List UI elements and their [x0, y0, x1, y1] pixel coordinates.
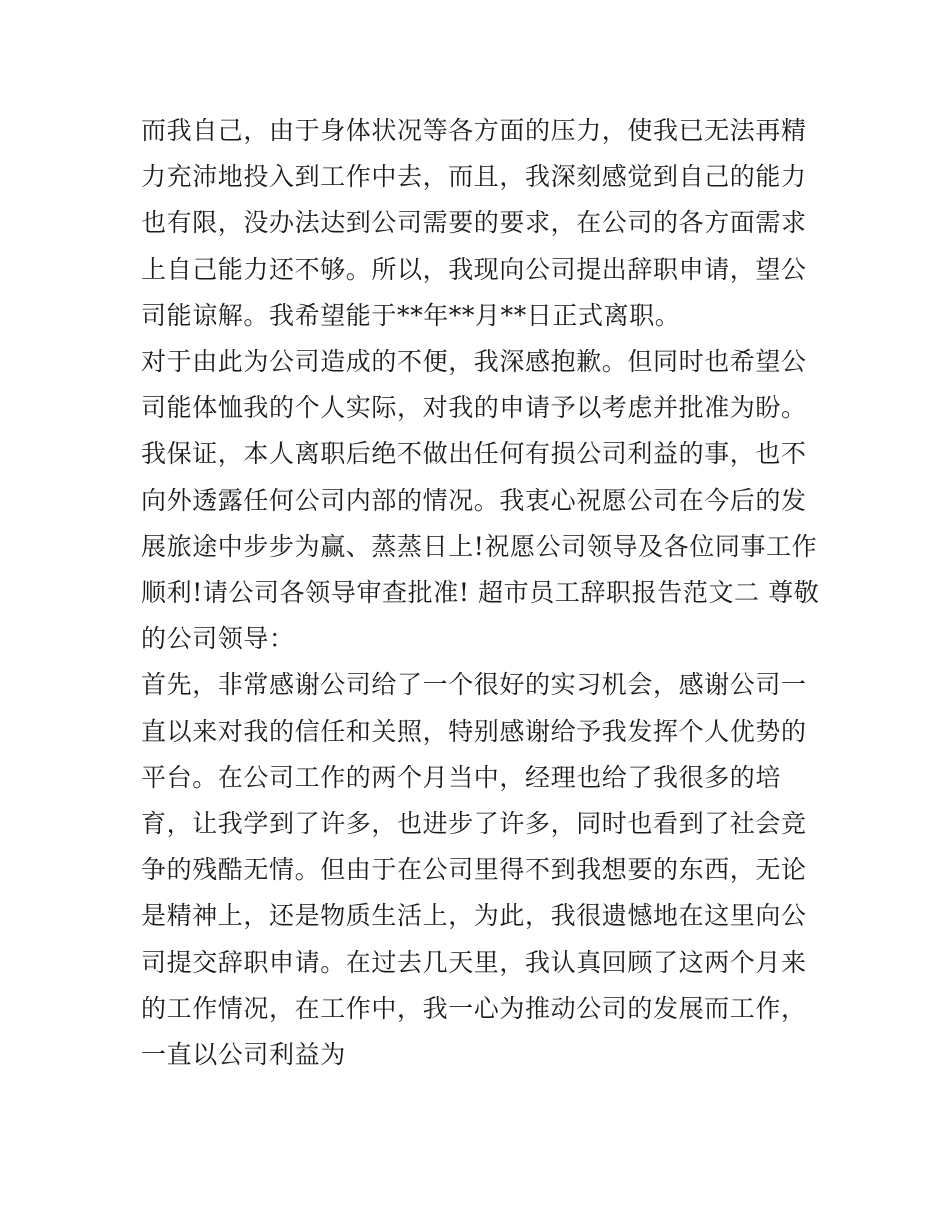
- paragraph-resignation-reason: 而我自己，由于身体状况等各方面的压力，使我已无法再精力充沛地投入到工作中去，而且，我深刻感觉到自己的能力也有限，没办法达到公司需要的要求，在公司的各方面需求上自己能力还不够。所以，我现向公司提出辞职申请，望公司能谅解。我希望能于**年**月**日正式离职。: [141, 116, 807, 330]
- paragraph-apology: 对于由此为公司造成的不便，我深感抱歉。但同时也希望公司能体恤我的个人实际，对我的申请予以考虑并批准为盼。: [141, 347, 807, 423]
- paragraph-sample-two: 首先，非常感谢公司给了一个很好的实习机会，感谢公司一直以来对我的信任和关照，特别感谢给予我发挥个人优势的平台。在公司工作的两个月当中，经理也给了我很多的培育，让我学到了许多，也进步了许多，同时也看到了社会竞争的残酷无情。但由于在公司里得不到我想要的东西，无论是精神上，还是物质生活上，为此，我很遗憾地在这里向公司提交辞职申请。在过去几天里，我认真回顾了这两个月来的工作情况，在工作中，我一心为推动公司的发展而工作，一直以公司利益为: [141, 670, 807, 1070]
- paragraph-assurance: 我保证，本人离职后绝不做出任何有损公司利益的事，也不向外透露任何公司内部的情况。我衷心祝愿公司在今后的发展旅途中步步为赢、蒸蒸日上!祝愿公司领导及各位同事工作顺利!请公司各领导审查批准! 超市员工辞职报告范文二 尊敬的公司领导：: [141, 439, 820, 654]
- document-body: [141, 108, 821, 1078]
